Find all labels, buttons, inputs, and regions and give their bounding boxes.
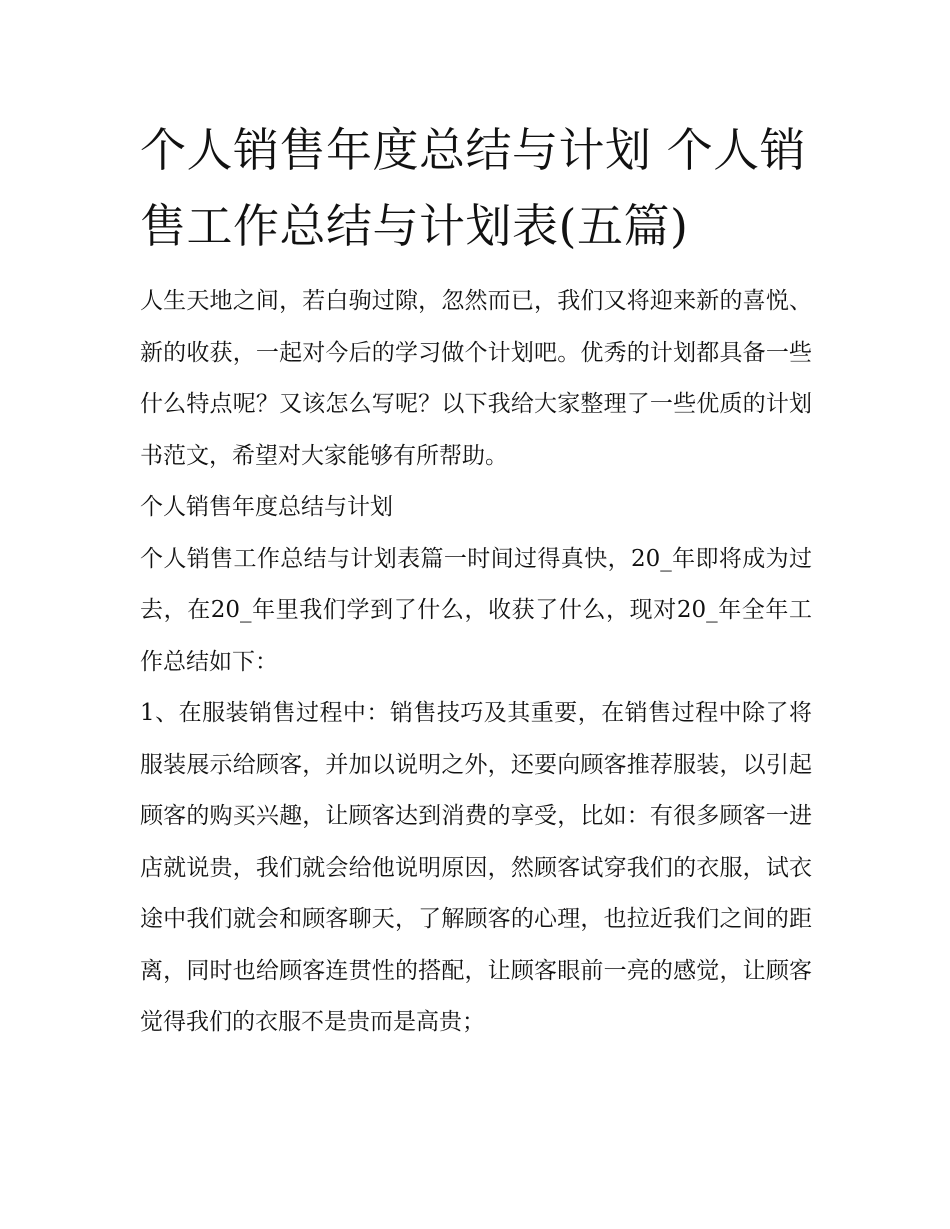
item-1-paragraph: 1、在服装销售过程中：销售技巧及其重要，在销售过程中除了将服装展示给顾客，并加以说明之外，还要向顾客推荐服装，以引起顾客的购买兴趣，让顾客达到消费的享受，比如：有很多顾客一进店就说贵，我们就会给他说明原因，然顾客试穿我们的衣服，试衣途中我们就会和顾客聊天，了解顾客的心理，也拉近我们之间的距离，同时也给顾客连贯性的搭配，让顾客眼前一亮的感觉，让顾客觉得我们的衣服不是贵而是高贵； [140, 700, 812, 1035]
section-heading: 个人销售年度总结与计划 [140, 494, 393, 520]
intro-paragraph: 人生天地之间，若白驹过隙，忽然而已，我们又将迎来新的喜悦、新的收获，一起对今后的学习做个计划吧。优秀的计划都具备一些什么特点呢？又该怎么写呢？以下我给大家整理了一些优质的计划书范文，希望对大家能够有所帮助。 [140, 288, 812, 469]
summary-paragraph: 个人销售工作总结与计划表篇一时间过得真快，20_年即将成为过去，在20_年里我们学到了什么，收获了什么，现对20_年全年工作总结如下： [140, 545, 812, 675]
document-page [140, 112, 812, 1049]
document-title: 个人销售年度总结与计划 个人销售工作总结与计划表(五篇) [140, 123, 807, 253]
document-body [140, 276, 812, 1049]
